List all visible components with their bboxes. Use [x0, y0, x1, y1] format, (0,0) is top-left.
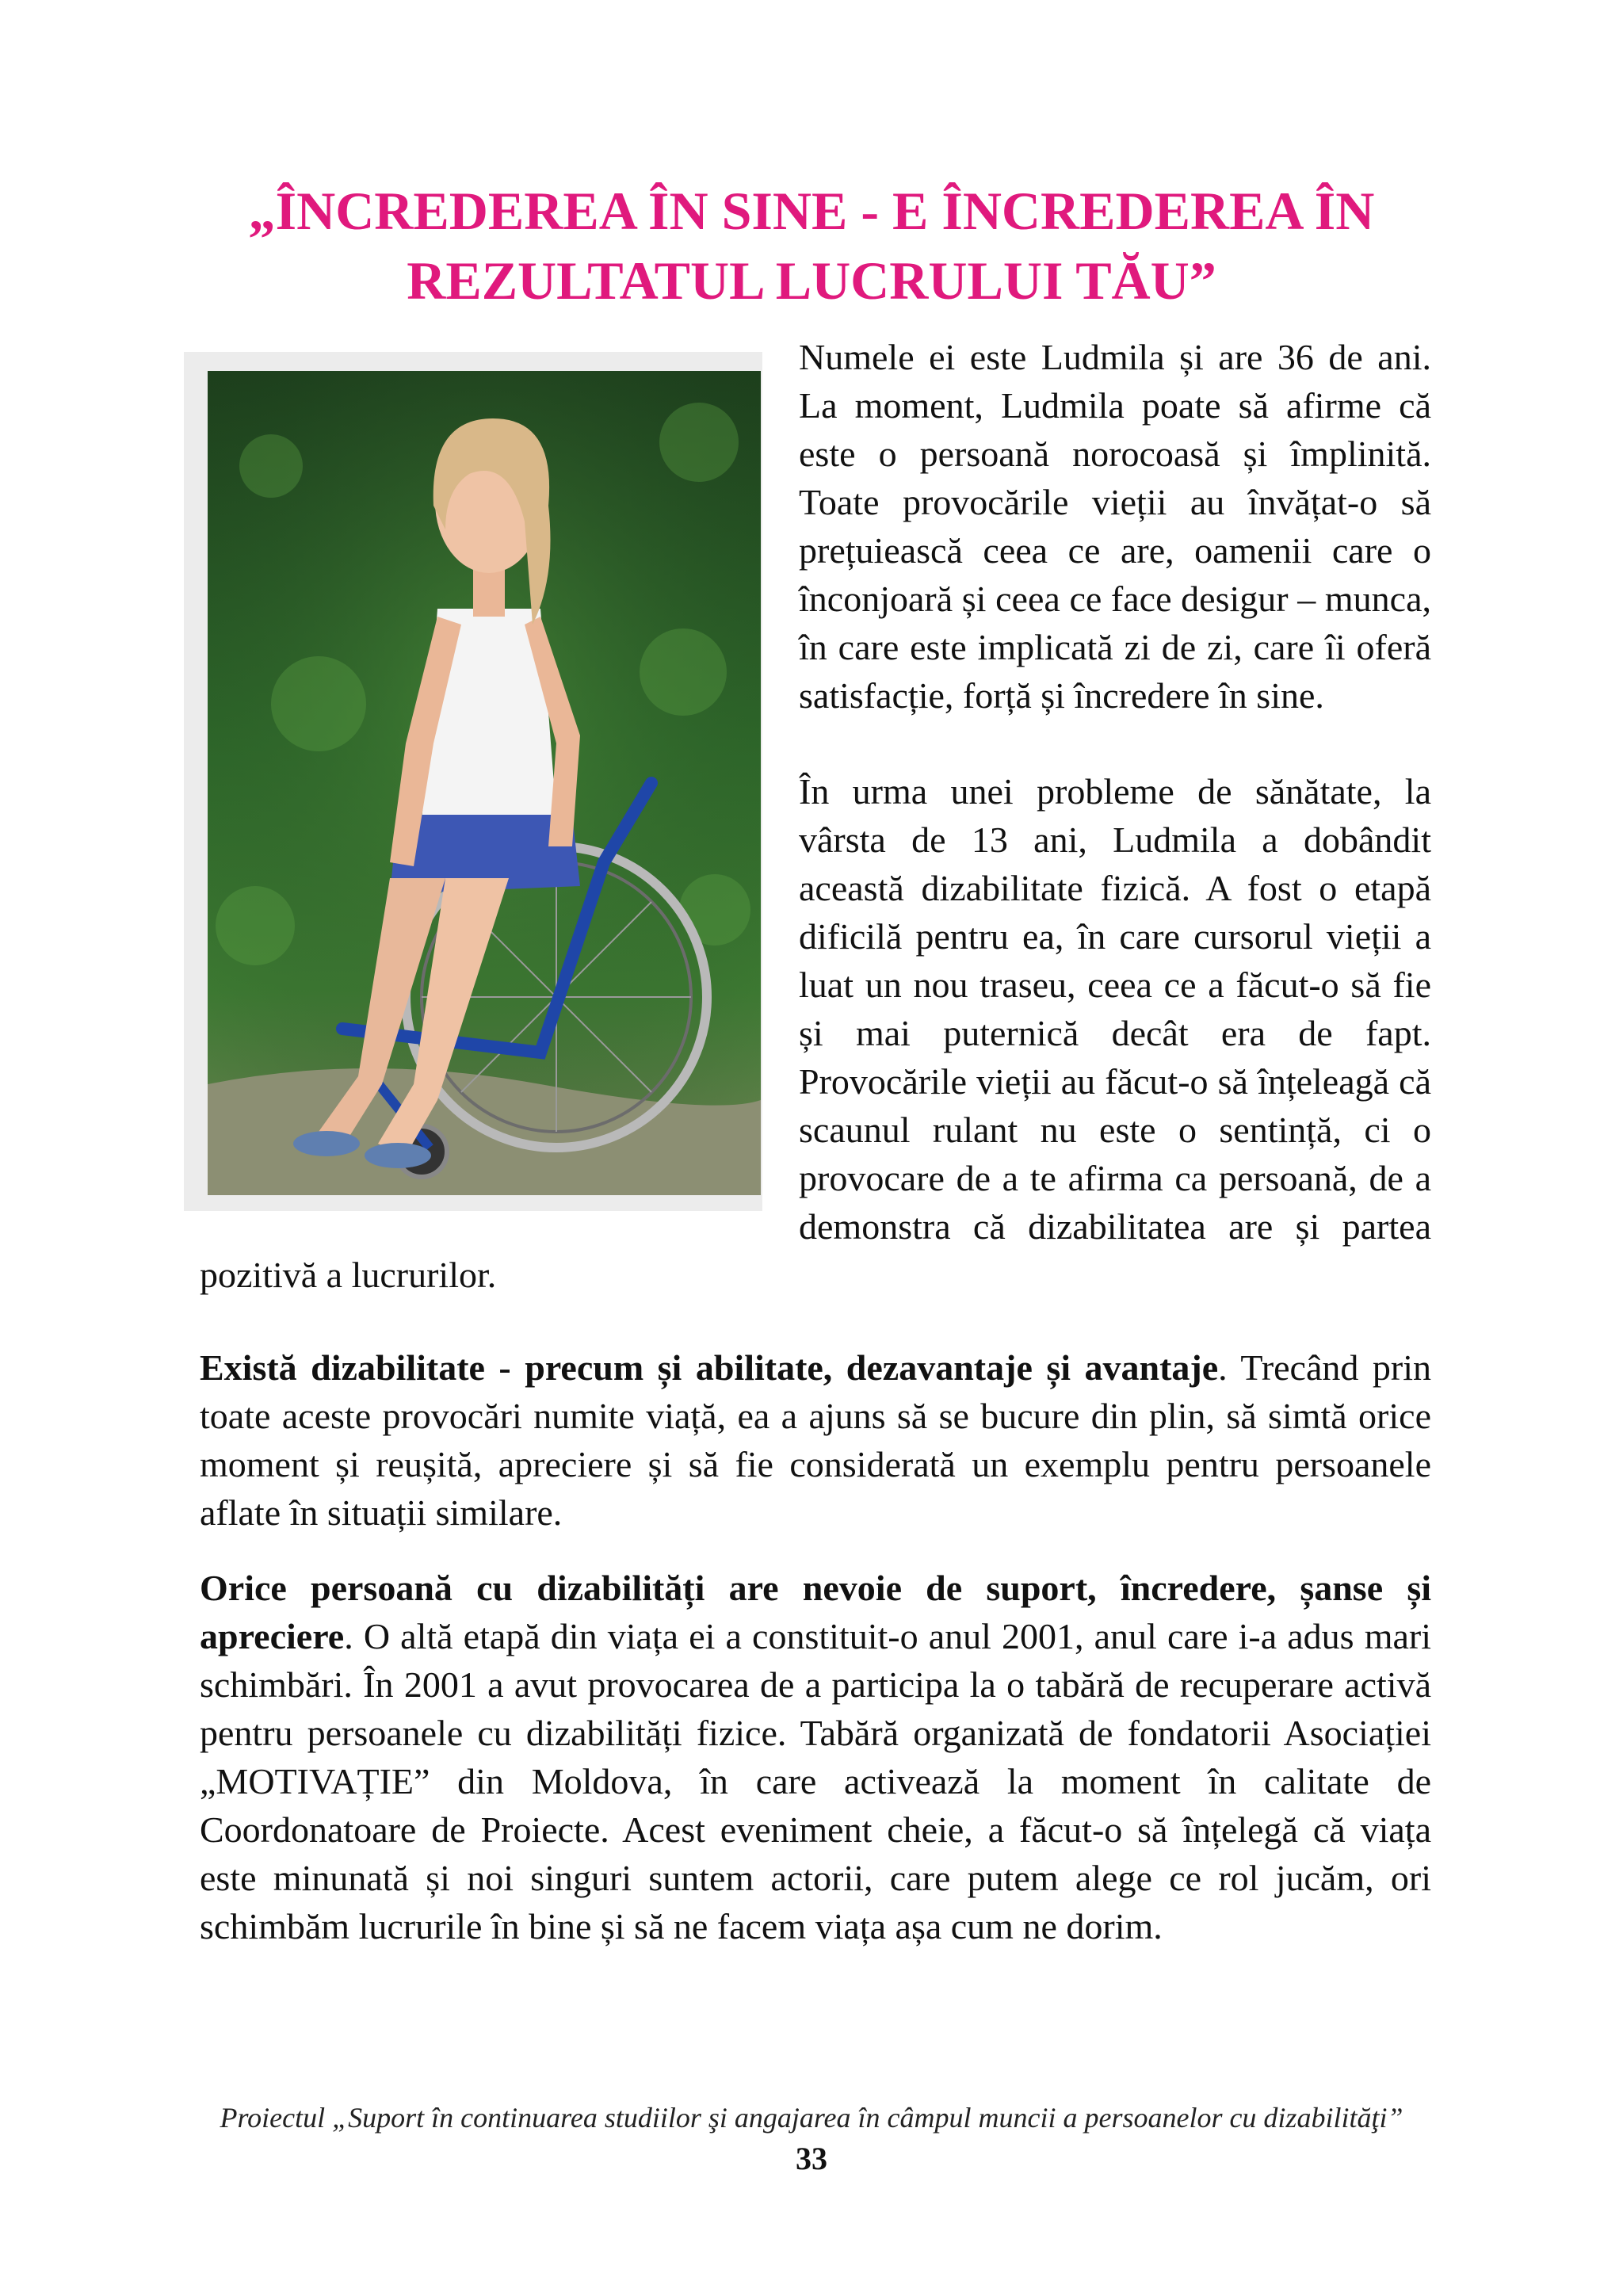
footer-project-note: Proiectul „Suport în continuarea studiilor şi angajarea în câmpul muncii a persoanelor cu dizabilităţi”	[220, 2102, 1403, 2134]
photo-text-wrap-spacer	[200, 333, 786, 1221]
article-body	[200, 333, 1431, 1950]
title-line-2: REZULTATUL LUCRULUI TĂU”	[407, 250, 1216, 311]
paragraph-4-text: . O altă etapă din viața ei a constituit-o anul 2001, anul care i-a adus mari schimbări. În 2001 a avut provocarea de a participa la o tabără de recuperare activă pentru persoanele cu dizabilități fizice. Tabără organizată de fondatorii Asociației „MOTIVAȚIE” din Moldova, în care activează la moment în calitate de Coordonatoare de Proiecte. Acest eveniment cheie, a făcut-o să înțelegă că viața este minunată și noi singuri suntem actorii, care putem alege ce rol jucăm, ori schimbăm lucrurile în bine și să ne facem viața așa cum ne dorim.	[200, 1616, 1431, 1946]
title-line-1: „ÎNCREDEREA ÎN SINE - E ÎNCREDEREA ÎN	[248, 181, 1375, 241]
paragraph-4	[200, 1564, 1431, 1950]
paragraph-3	[200, 1343, 1431, 1537]
page-number: 33	[796, 2141, 827, 2176]
paragraph-3-text: . Trecând prin toate aceste provocări numite viață, ea a ajuns să se bucure din plin, să simtă orice moment și reușită, apreciere și să fie considerată un exemplu pentru persoanele aflate în situații similare.	[200, 1347, 1431, 1533]
paragraph-2: În urma unei probleme de sănătate, la vârsta de 13 ani, Ludmila a dobândit această dizabilitate fizică. A fost o etapă dificilă pentru ea, în care cursorul vieții a luat un nou traseu, ceea ce a făcut-o să fie și mai puternică decât era de fapt. Provocările vieții au făcut-o să înțeleagă că scaunul rulant nu este o sentință, ci o provocare de a te afirma ca persoană, de a demonstra că dizabilitatea are și partea pozitivă a lucrurilor.	[200, 771, 1431, 1295]
paragraph-1: Numele ei este Ludmila și are 36 de ani. La moment, Ludmila poate să afirme că este o persoană norocoasă și împlinită. Toate provocările vieții au învățat-o să prețuiească ceea ce are, oamenii care o înconjoară și ceea ce face desigur – munca, în care este implicată zi de zi, care îi oferă satisfacție, forță și încredere în sine.	[799, 337, 1431, 716]
article-title	[119, 176, 1504, 315]
paragraph-3-bold-lead: Există dizabilitate - precum și abilitate, dezavantaje și avantaje	[200, 1347, 1219, 1388]
paragraph-4-bold-lead: Orice persoană cu dizabilități are nevoie de suport, încredere, șanse și apreciere	[200, 1568, 1431, 1656]
